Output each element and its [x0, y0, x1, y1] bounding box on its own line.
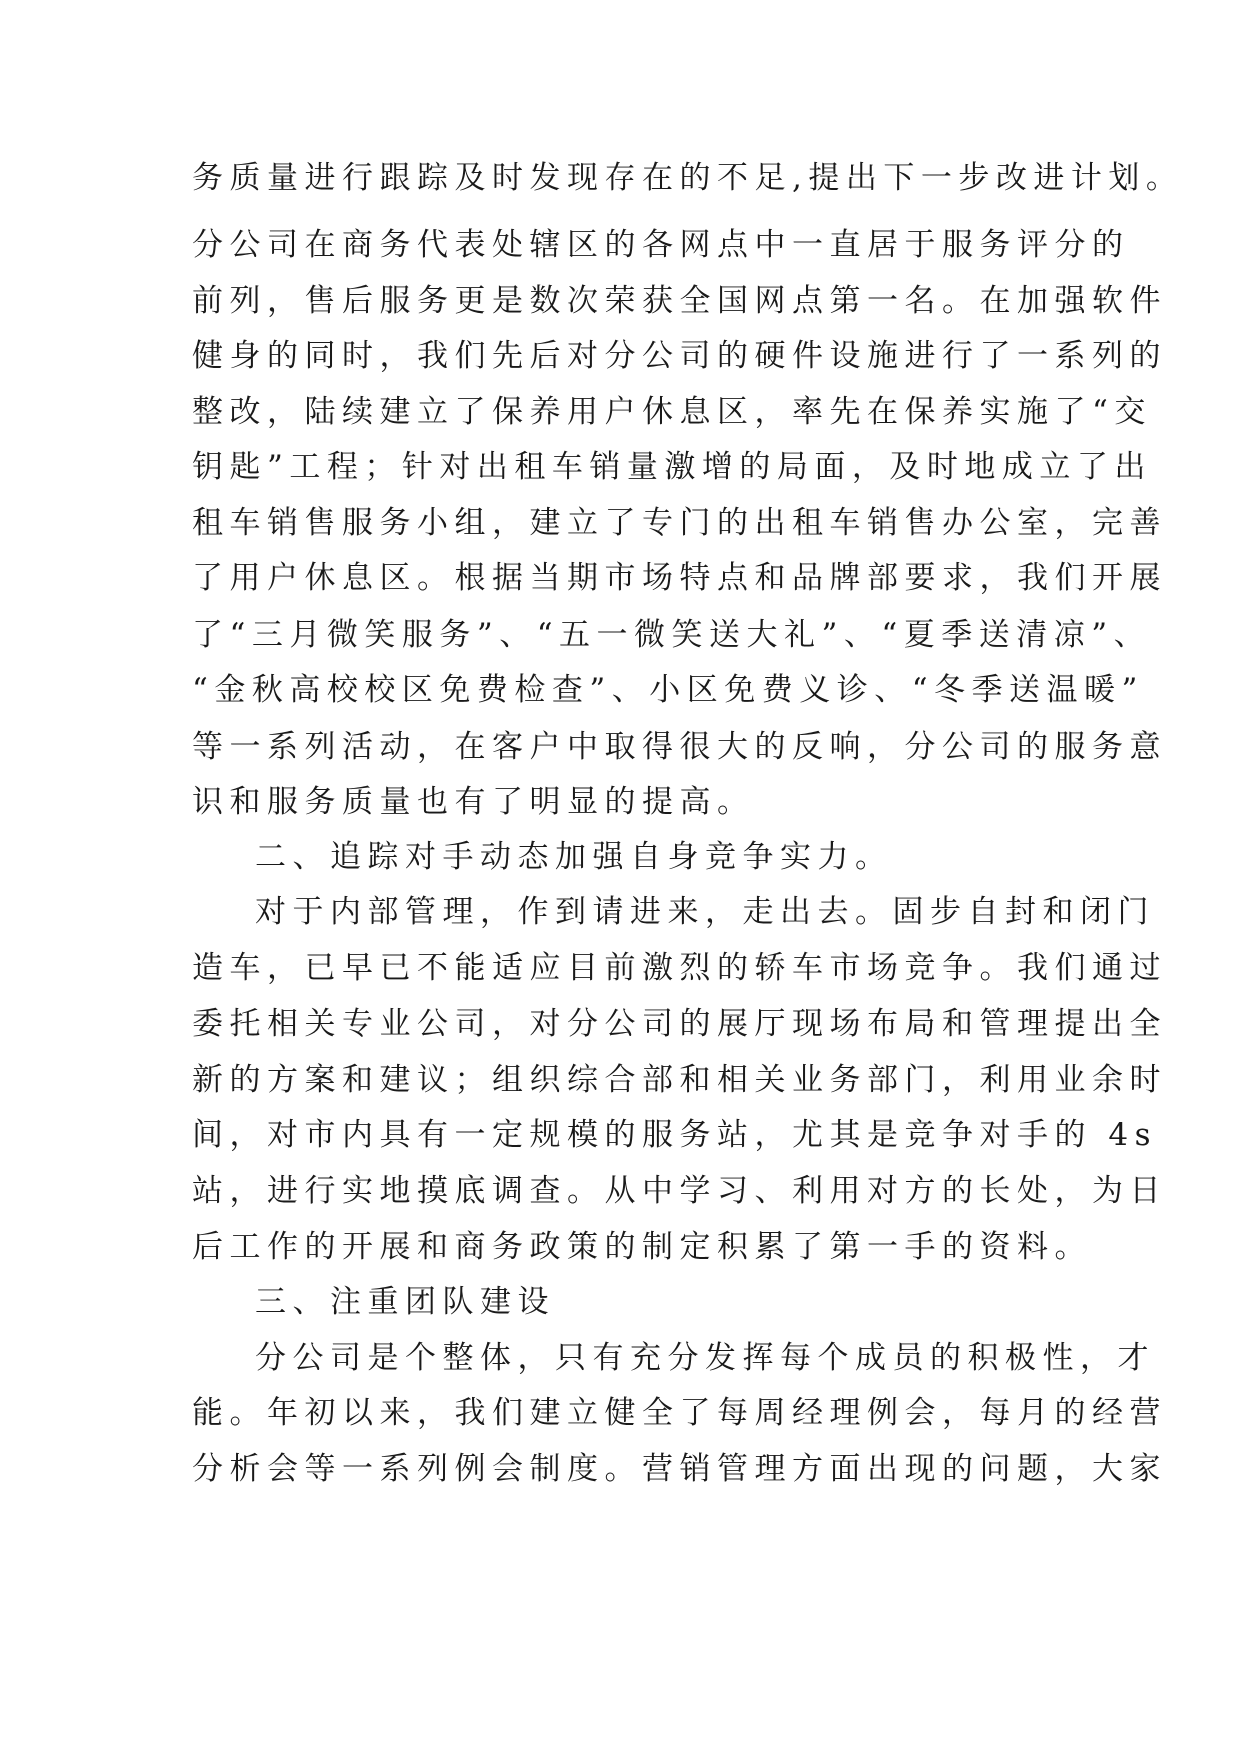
text-line: 新的方案和建议；组织综合部和相关业务部门，利用业余时: [192, 1062, 1167, 1098]
text-line: 整改，陆续建立了保养用户休息区，率先在保养实施了“交: [192, 394, 1152, 430]
text-line: 识和服务质量也有了明显的提高。: [192, 784, 755, 820]
text-line: 站，进行实地摸底调查。从中学习、利用对方的长处，为日: [192, 1173, 1167, 1209]
text-line: 分析会等一系列例会制度。营销管理方面出现的问题，大家: [192, 1451, 1167, 1487]
text-line: 委托相关专业公司，对分公司的展厅现场布局和管理提出全: [192, 1006, 1167, 1042]
text-line: 造车，已早已不能适应目前激烈的轿车市场竞争。我们通过: [192, 950, 1167, 986]
text-line: 了“三月微笑服务”、“五一微笑送大礼”、“夏季送清凉”、: [192, 617, 1152, 653]
text-line: 分公司是个整体，只有充分发挥每个成员的积极性，才: [255, 1340, 1155, 1376]
section-heading: 二、追踪对手动态加强自身竞争实力。: [255, 839, 893, 875]
text-line: 对于内部管理，作到请进来，走出去。固步自封和闭门: [255, 894, 1155, 930]
text-line: 间，对市内具有一定规模的服务站，尤其是竞争对手的 4s: [192, 1117, 1157, 1153]
text-line: “金秋高校校区免费检查”、小区免费义诊、“冬季送温暖”: [192, 672, 1144, 708]
text-line: 务质量进行跟踪及时发现存在的不足,提出下一步改进计划。: [192, 160, 1184, 196]
text-line: 租车销售服务小组，建立了专门的出租车销售办公室，完善: [192, 505, 1167, 541]
text-line: 等一系列活动，在客户中取得很大的反响，分公司的服务意: [192, 729, 1167, 765]
text-line: 健身的同时，我们先后对分公司的硬件设施进行了一系列的: [192, 338, 1167, 374]
text-line: 前列，售后服务更是数次荣获全国网点第一名。在加强软件: [192, 283, 1167, 319]
text-line: 后工作的开展和商务政策的制定积累了第一手的资料。: [192, 1229, 1092, 1265]
section-heading: 三、注重团队建设: [255, 1284, 555, 1320]
text-line: 了用户休息区。根据当期市场特点和品牌部要求，我们开展: [192, 560, 1167, 596]
text-line: 能。年初以来，我们建立健全了每周经理例会，每月的经营: [192, 1395, 1167, 1431]
text-line: 分公司在商务代表处辖区的各网点中一直居于服务评分的: [192, 227, 1130, 263]
text-line: 钥匙”工程；针对出租车销量激增的局面，及时地成立了出: [192, 449, 1152, 485]
